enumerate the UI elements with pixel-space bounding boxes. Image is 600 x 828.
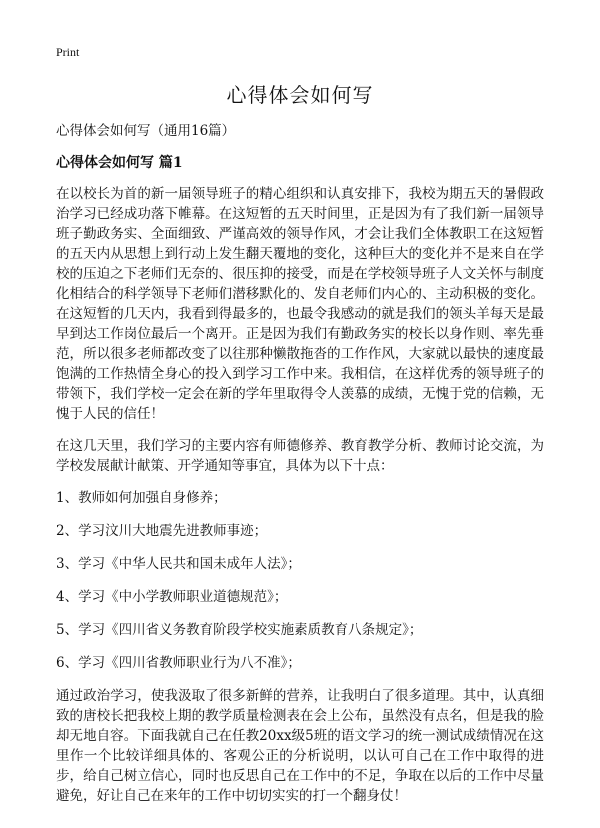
document-title: 心得体会如何写 [226, 83, 374, 107]
body-paragraph-1: 在以校长为首的新一届领导班子的精心组织和认真安排下，我校为期五天的暑假政治学习已经成功落下帷幕。在这短暂的五天时间里，正是因为有了我们新一届领导班子勤政务实、全面细致、严谨高效的领导作风，才会让我们全体教职工在这短暂的五天内从思想上到行动上发生翻天覆地的变化，这种巨大的变化并不是来自在学校的压迫之下老师们无奈的、很压抑的接受，而是在学校领导班子人文关怀与制度化相结合的科学领导下老师们潜移默化的、发自老师们内心的、主动积极的变化。在这短暂的几天内，我看到得最多的，也最令我感动的就是我们的领头羊每天是最早到达工作岗位最后一个离开。正是因为我们有勤政务实的校长以身作则、率先垂范，所以很多老师都改变了以往那种懒散拖沓的工作作风，大家就以最快的速度最饱满的工作热情全身心的投入到学习工作中来。我相信，在这样优秀的领导班子的带领下，我们学校一定会在新的学年里取得令人羡慕的成绩，无愧于党的信赖，无愧于人民的信任！ [56, 186, 544, 422]
print-label: Print [56, 45, 80, 59]
document-subtitle: 心得体会如何写（通用16篇） [56, 123, 236, 139]
list-item: 3、学习《中华人民共和国未成年人法》； [56, 556, 301, 572]
list-item: 6、学习《四川省教师职业行为八不准》； [56, 655, 301, 671]
list-item: 5、学习《四川省义务教育阶段学校实施素质教育八条规定》； [56, 622, 423, 638]
closing-paragraph: 通过政治学习，使我汲取了很多新鲜的营养，让我明白了很多道理。其中，认真细致的唐校长把我校上期的教学质量检测表在会上公布，虽然没有点名，但是我的脸却无地自容。下面我就自己在任教20xx级5班的语文学习的统一测试成绩情况在这里作一个比较详细具体的、客观公正的分析说明，以认可自己在工作中取得的进步，给自己树立信心，同时也反思自己在工作中的不足，争取在以后的工作中尽量避免，好让自己在来年的工作中切切实实的打一个翻身仗！ [56, 688, 544, 804]
list-item: 4、学习《中小学教师职业道德规范》； [56, 589, 288, 605]
section-heading: 心得体会如何写 篇1 [56, 155, 183, 171]
body-paragraph-2: 在这几天里，我们学习的主要内容有师德修养、教育教学分析、教师讨论交流，为学校发展献计献策、开学通知等事宜，具体为以下十点： [56, 438, 544, 474]
list-item: 1、教师如何加强自身修养； [56, 490, 227, 506]
list-item: 2、学习汶川大地震先进教师事迹； [56, 523, 268, 539]
